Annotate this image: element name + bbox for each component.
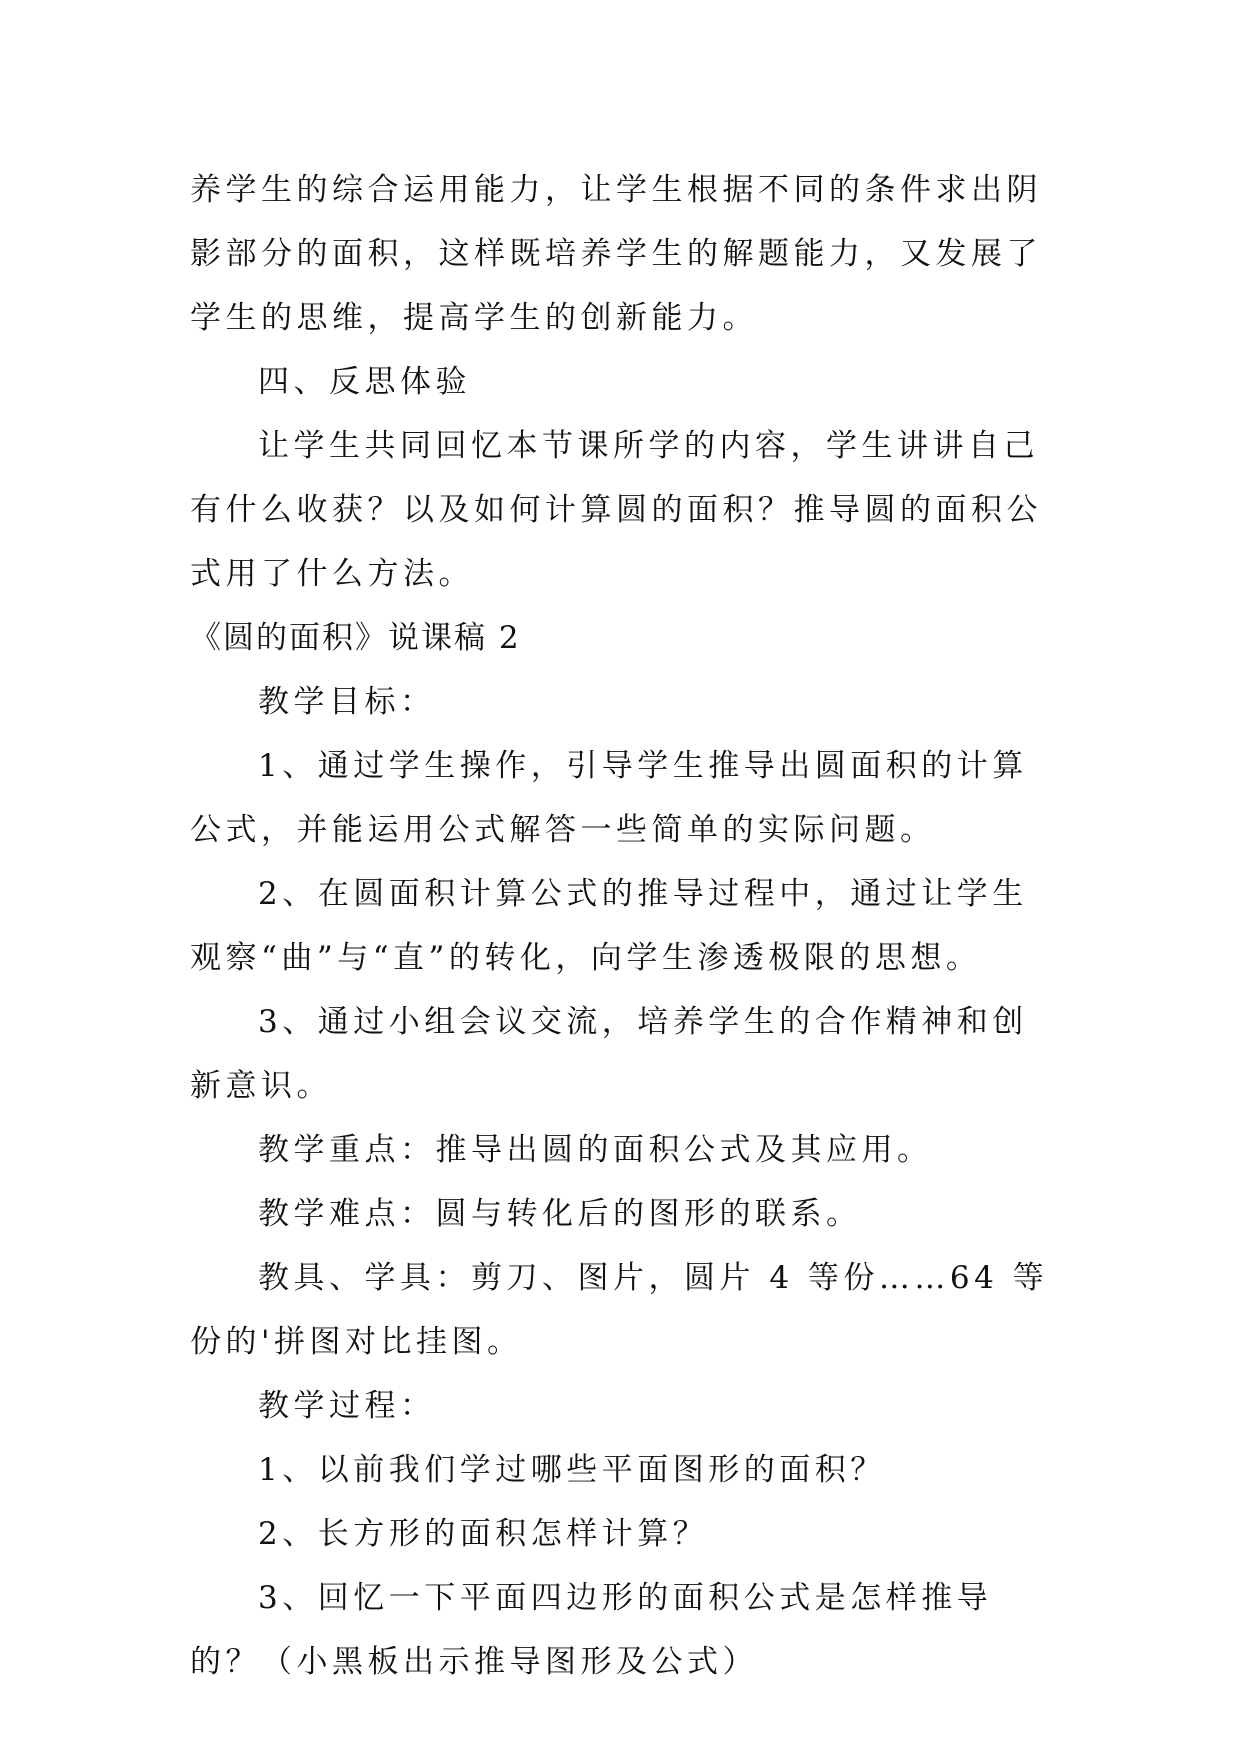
teaching-difficulty: 教学难点：圆与转化后的图形的联系。 bbox=[258, 1196, 862, 1232]
document-body bbox=[190, 158, 1060, 1694]
goal-item-1: 1、通过学生操作，引导学生推导出圆面积的计算公式，并能运用公式解答一些简单的实际问题。 bbox=[190, 748, 1028, 848]
heading-teaching-process: 教学过程： bbox=[258, 1388, 436, 1424]
process-item-3: 3、回忆一下平面四边形的面积公式是怎样推导的？（小黑板出示推导图形及公式） bbox=[190, 1580, 993, 1680]
teaching-focus: 教学重点：推导出圆的面积公式及其应用。 bbox=[258, 1132, 933, 1168]
paragraph-reflection: 让学生共同回忆本节课所学的内容，学生讲讲自己有什么收获？以及如何计算圆的面积？推导圆的面积公式用了什么方法。 bbox=[190, 428, 1042, 592]
goal-item-2: 2、在圆面积计算公式的推导过程中，通过让学生观察“曲”与“直”的转化，向学生渗透极限的思想。 bbox=[190, 876, 1028, 976]
teaching-tools: 教具、学具：剪刀、图片，圆片 4 等份……64 等份的'拼图对比挂图。 bbox=[190, 1260, 1049, 1360]
goal-item-3: 3、通过小组会议交流，培养学生的合作精神和创新意识。 bbox=[190, 1004, 1028, 1104]
heading-teaching-goals: 教学目标： bbox=[258, 684, 436, 720]
lesson-title: 《圆的面积》说课稿 2 bbox=[190, 620, 521, 656]
section-heading-reflection: 四、反思体验 bbox=[258, 364, 471, 400]
process-item-2: 2、长方形的面积怎样计算？ bbox=[258, 1516, 709, 1552]
paragraph-continuation: 养学生的综合运用能力，让学生根据不同的条件求出阴影部分的面积，这样既培养学生的解题能力，又发展了学生的思维，提高学生的创新能力。 bbox=[190, 172, 1042, 336]
process-item-1: 1、以前我们学过哪些平面图形的面积？ bbox=[258, 1452, 886, 1488]
